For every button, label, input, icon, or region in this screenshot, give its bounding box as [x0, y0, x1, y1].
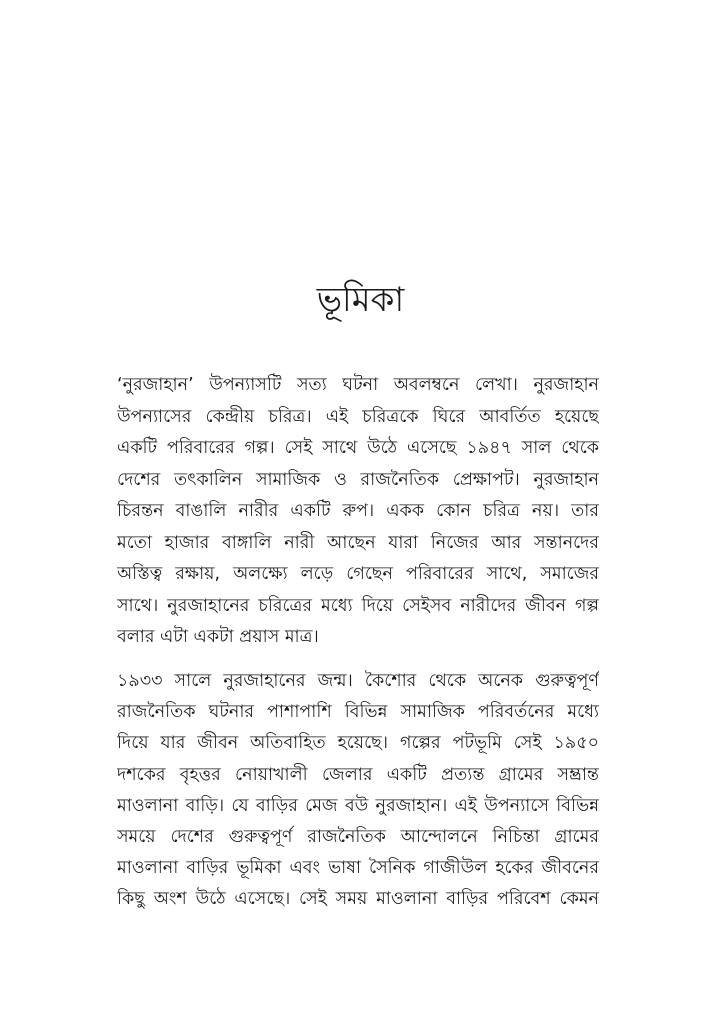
- paragraph-1-line: মতো হাজার বাঙ্গালি নারী আছেন যারা নিজের আর সন্তানদের: [117, 532, 599, 553]
- paragraph-1-line: একটি পরিবারের গল্প। সেই সাথে উঠে এসেছে ১৯৪৭ সাল থেকে: [117, 438, 599, 458]
- paragraph-2-line: দশকের বৃহত্তর নোয়াখালী জেলার একটি প্রত্যন্ত গ্রামের সম্ভ্রান্ত: [117, 764, 599, 785]
- paragraph-1-line: বলার এটা একটা প্রয়াস মাত্র।: [117, 627, 319, 647]
- paragraph-2-line: দিয়ে যার জীবন অতিবাহিত হয়েছে। গল্পের পটভূমি সেই ১৯৫০: [117, 733, 599, 754]
- paragraph-1-line: সাথে। নুরজাহানের চরিত্রের মধ্যে দিয়ে সেইসব নারীদের জীবন গল্প: [117, 595, 599, 616]
- paragraph-1-line: দেশের তৎকালিন সামাজিক ও রাজনৈতিক প্রেক্ষাপট। নুরজাহান: [117, 469, 599, 490]
- paragraph-2-line: মাওলানা বাড়ি। যে বাড়ির মেজ বউ নুরজাহান। এই উপন্যাসে বিভিন্ন: [117, 795, 599, 816]
- paragraph-1-line: উপন্যাসের কেন্দ্রীয় চরিত্র। এই চরিত্রকে ঘিরে আবর্তিত হয়েছে: [117, 406, 599, 427]
- chapter-title: ভূমিকা: [316, 280, 405, 320]
- paragraph-1-line: অস্তিত্ব রক্ষায়, অলক্ষ্যে লড়ে গেছেন পরিবারের সাথে, সমাজের: [117, 564, 599, 584]
- paragraph-2-line: সময়ে দেশের গুরুত্বপূর্ণ রাজনৈতিক আন্দোলনে নিচিন্তা গ্রামের: [117, 826, 599, 847]
- paragraph-2-line: রাজনৈতিক ঘটনার পাশাপাশি বিভিন্ন সামাজিক পরিবর্তনের মধ্যে: [117, 702, 599, 723]
- paragraph-1-line: চিরন্তন বাঙালি নারীর একটি রুপ। একক কোন চরিত্র নয়। তার: [117, 501, 599, 521]
- paragraph-2: [117, 666, 599, 916]
- paragraph-2-line: ১৯৩৩ সালে নুরজাহানের জন্ম। কৈশোর থেকে অনেক গুরুত্বপূর্ণ: [117, 671, 599, 691]
- paragraph-2-line: কিছু অংশ উঠে এসেছে। সেই সময় মাওলানা বাড়ির পরিবেশ কেমন: [117, 889, 599, 910]
- paragraph-2-line: মাওলানা বাড়ির ভূমিকা এবং ভাষা সৈনিক গাজীউল হকের জীবনের: [117, 858, 599, 879]
- paragraph-1: [117, 370, 599, 654]
- paragraph-1-line: ‘নুরজাহান’ উপন্যাসটি সত্য ঘটনা অবলম্বনে লেখা। নুরজাহান: [117, 375, 599, 395]
